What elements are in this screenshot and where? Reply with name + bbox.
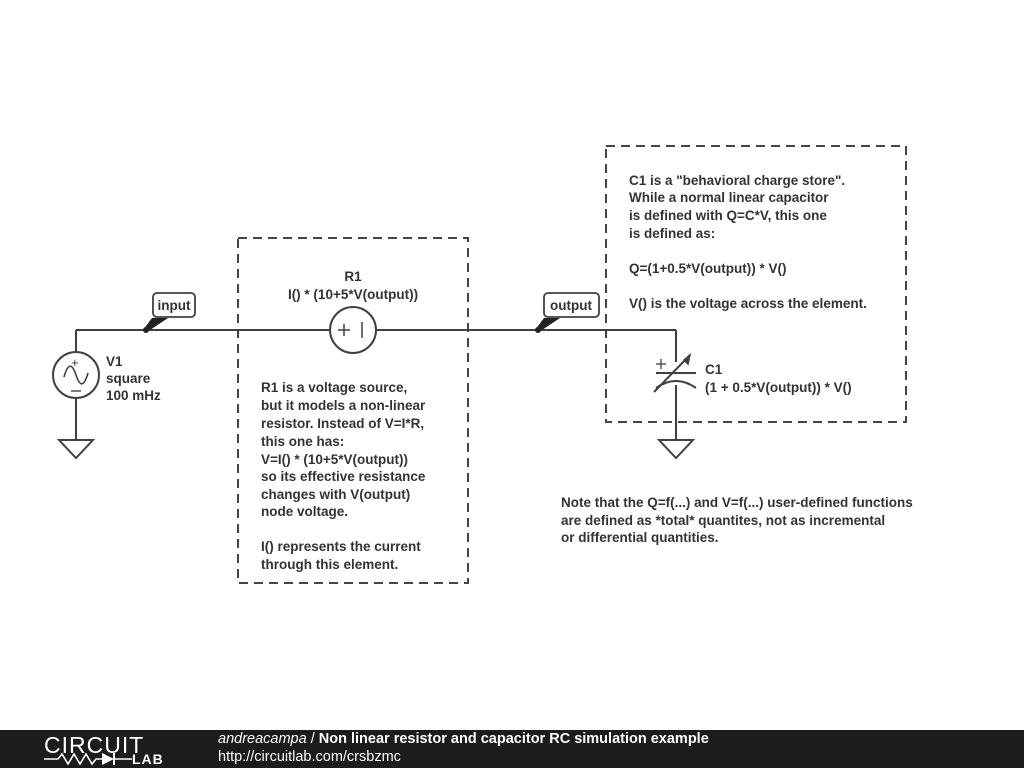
footer-title-line [218, 731, 709, 747]
r1-note-line: but it models a non-linear [261, 398, 426, 413]
c1-note-line: is defined with Q=C*V, this one [629, 208, 827, 223]
bottom-note-line: are defined as *total* quantites, not as incremental [561, 513, 886, 528]
node-label-input-text: input [157, 298, 191, 313]
r1-note-line: this one has: [261, 434, 345, 449]
node-label-output[interactable] [535, 293, 599, 333]
circuit-title[interactable]: Non linear resistor and capacitor RC simulation example [318, 731, 709, 747]
c1-note-line: is defined as: [629, 226, 716, 241]
c1-note-line: C1 is a "behavioral charge store". [629, 173, 846, 188]
circuit-url-link[interactable]: http://circuitlab.com/crsbzmc [218, 749, 401, 765]
ground-v1-icon [59, 440, 93, 458]
bottom-note-line: Note that the Q=f(...) and V=f(...) user-defined functions [561, 495, 913, 510]
r1-note-line: so its effective resistance [261, 469, 426, 484]
author-link[interactable]: andreacampa [218, 731, 307, 747]
c1-note-line: Q=(1+0.5*V(output)) * V() [629, 261, 787, 276]
circuitlab-logo[interactable] [44, 732, 176, 768]
r1-note-line: I() represents the current [261, 539, 421, 554]
r1-note-line: node voltage. [261, 504, 349, 519]
bottom-note-line: or differential quantities. [561, 530, 719, 545]
r1-note-line: changes with V(output) [261, 487, 411, 502]
v1-type-label: square [106, 371, 151, 386]
r1-behavioral-source[interactable] [330, 307, 376, 353]
logo-resistor-icon [44, 751, 132, 767]
footer-bar [0, 730, 1024, 768]
svg-text:+: + [71, 355, 79, 370]
r1-name-label: R1 [344, 269, 362, 284]
v1-frequency-label: 100 mHz [106, 388, 161, 403]
r1-note-line: R1 is a voltage source, [261, 380, 408, 395]
v1-voltage-source[interactable] [53, 352, 99, 398]
r1-note-line: resistor. Instead of V=I*R, [261, 416, 425, 431]
c1-name-label: C1 [705, 362, 723, 377]
r1-note-line: V=I() * (10+5*V(output)) [261, 452, 409, 467]
v1-name-label: V1 [106, 354, 123, 369]
logo-lab-text: LAB [132, 751, 164, 767]
r1-note-line: through this element. [261, 557, 399, 572]
node-label-input[interactable] [143, 293, 195, 333]
c1-note-line: V() is the voltage across the element. [629, 296, 867, 311]
c1-note-line: While a normal linear capacitor [629, 190, 829, 205]
ground-c1-icon [659, 440, 693, 458]
r1-expression-label: I() * (10+5*V(output)) [287, 287, 419, 302]
title-separator: / [306, 731, 319, 747]
c1-expression-label: (1 + 0.5*V(output)) * V() [705, 380, 852, 395]
node-label-output-text: output [550, 298, 592, 313]
logo-circuit-text: CIRCUIT [44, 732, 145, 758]
